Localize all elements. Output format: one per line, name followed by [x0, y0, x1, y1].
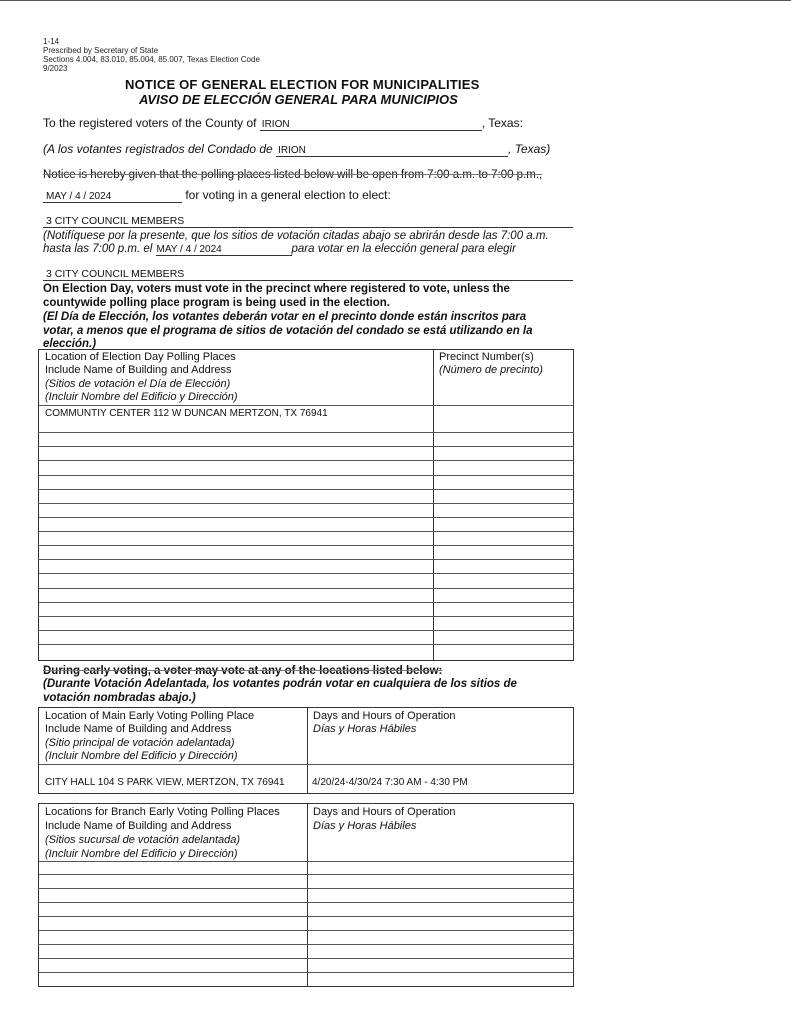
election-day-en-2: countywide polling place program is being used in the election. — [43, 297, 390, 309]
ed-row-rule — [38, 460, 574, 461]
ed-row-rule — [38, 644, 574, 645]
bev-col1-header-1: Locations for Branch Early Voting Polling Places — [45, 806, 280, 818]
mev-col1-header-4: (Incluir Nombre del Edificio y Dirección) — [45, 750, 238, 762]
mev-header-rule — [38, 764, 574, 765]
notice-es-line1: (Notifíquese por la presente, que los sitios de votación citadas abajo se abrirán desde las 7:00 a.m. — [43, 230, 549, 242]
mev-col2-header-1: Days and Hours of Operation — [313, 710, 456, 722]
ed-row-rule — [38, 503, 574, 504]
county-line-en — [43, 116, 523, 131]
ed-row-rule — [38, 545, 574, 546]
ed-row-rule — [38, 432, 574, 433]
bev-col1-header-4: (Incluir Nombre del Edificio y Dirección) — [45, 848, 238, 860]
election-day-es-2: votar, a menos que el programa de sitios de votación del condado se está utilizando en la — [43, 325, 533, 337]
bev-row-rule — [38, 916, 574, 917]
election-date-field: MAY / 4 / 2024 — [43, 191, 182, 203]
elect-offices-underline — [43, 227, 573, 228]
ed-row-rule — [38, 602, 574, 603]
ed-col1-header-4: (Incluir Nombre del Edificio y Dirección) — [45, 391, 238, 403]
ed-col1-header-2: Include Name of Building and Address — [45, 364, 232, 376]
bev-row-rule — [38, 888, 574, 889]
form-code: 1-14 — [43, 37, 60, 46]
election-day-table-divider — [433, 349, 434, 661]
early-voting-en: During early voting, a voter may vote at any of the locations listed below: — [43, 665, 443, 677]
mev-hours: 4/20/24-4/30/24 7:30 AM - 4:30 PM — [312, 777, 468, 788]
election-day-en-1: On Election Day, voters must vote in the precinct where registered to vote, unless the — [43, 283, 510, 295]
branch-ev-divider — [307, 803, 308, 987]
ed-col2-header-2: (Número de precinto) — [439, 364, 543, 376]
bev-col2-header-1: Days and Hours of Operation — [313, 806, 456, 818]
county-prefix: To the registered voters of the County of — [43, 116, 257, 130]
notice-es-suffix: para votar en la elección general para elegir — [291, 243, 516, 255]
ed-row-rule — [38, 573, 574, 574]
county-field-es: IRION — [276, 145, 508, 157]
ed-col1-header-3: (Sitios de votación el Día de Elección) — [45, 378, 231, 390]
main-ev-divider — [307, 707, 308, 794]
early-voting-es-1: (Durante Votación Adelantada, los votantes podrán votar en cualquiera de los sitios de — [43, 678, 517, 690]
county-prefix-es: (A los votantes registrados del Condado de — [43, 142, 273, 156]
election-day-es-1: (El Día de Elección, los votantes deberán votar en el precinto donde están inscritos para — [43, 311, 527, 323]
bev-header-rule — [38, 861, 574, 862]
bev-row-rule — [38, 972, 574, 973]
bev-col1-header-2: Include Name of Building and Address — [45, 820, 232, 832]
prescribed-by: Prescribed by Secretary of State — [43, 46, 159, 55]
notice-es-line2 — [43, 243, 516, 256]
mev-col2-header-2: Días y Horas Hábiles — [313, 723, 417, 735]
election-day-es-3: elección.) — [43, 338, 97, 350]
ed-row-rule — [38, 630, 574, 631]
ed-row-rule — [38, 517, 574, 518]
bev-col1-header-3: (Sitios sucursal de votación adelantada) — [45, 834, 241, 846]
bev-row-rule — [38, 944, 574, 945]
ed-row-rule — [38, 588, 574, 589]
scan-top-edge — [0, 0, 791, 4]
mev-location: CITY HALL 104 S PARK VIEW, MERTZON, TX 76941 — [45, 777, 285, 788]
bev-row-rule — [38, 902, 574, 903]
ed-polling-place-row: COMMUNTIY CENTER 112 W DUNCAN MERTZON, TX 76941 — [45, 408, 328, 419]
county-suffix-es: , Texas) — [508, 142, 551, 156]
ed-col2-header-1: Precinct Number(s) — [439, 351, 534, 363]
ed-header-rule — [38, 405, 574, 406]
notice-elect-text: for voting in a general election to elect: — [185, 188, 391, 202]
county-suffix: , Texas: — [481, 116, 523, 130]
elect-offices: 3 CITY COUNCIL MEMBERS — [46, 215, 185, 227]
notice-es-prefix: hasta las 7:00 p.m. el — [43, 243, 153, 255]
elect-offices-es: 3 CITY COUNCIL MEMBERS — [46, 268, 185, 280]
ed-col1-header-1: Location of Election Day Polling Places — [45, 351, 236, 363]
county-field: IRION — [260, 119, 482, 131]
ed-row-rule — [38, 489, 574, 490]
county-line-es — [43, 142, 550, 157]
mev-col1-header-3: (Sitio principal de votación adelantada) — [45, 737, 235, 749]
mev-col1-header-1: Location of Main Early Voting Polling Place — [45, 710, 255, 722]
ed-row-rule — [38, 616, 574, 617]
page-title-spanish: AVISO DE ELECCIÓN GENERAL PARA MUNICIPIOS — [139, 92, 458, 107]
elect-offices-es-underline — [43, 280, 573, 281]
bev-row-rule — [38, 874, 574, 875]
bev-row-rule — [38, 930, 574, 931]
mev-col1-header-2: Include Name of Building and Address — [45, 723, 232, 735]
notice-hours-en: Notice is hereby given that the polling places listed below will be open from 7:00 a.m. to 7:00 p.m., — [43, 169, 543, 181]
code-sections: Sections 4.004, 83.010, 85.004, 85.007, Texas Election Code — [43, 55, 260, 64]
form-date: 9/2023 — [43, 64, 68, 73]
early-voting-es-2: votación nombradas abajo.) — [43, 692, 196, 704]
bev-row-rule — [38, 958, 574, 959]
ed-row-rule — [38, 531, 574, 532]
page-title: NOTICE OF GENERAL ELECTION FOR MUNICIPALITIES — [125, 77, 480, 92]
bev-col2-header-2: Días y Horas Hábiles — [313, 820, 417, 832]
notice-date-line — [43, 188, 391, 203]
ed-row-rule — [38, 446, 574, 447]
election-date-field-es: MAY / 4 / 2024 — [156, 244, 292, 256]
ed-row-rule — [38, 475, 574, 476]
ed-row-rule — [38, 559, 574, 560]
